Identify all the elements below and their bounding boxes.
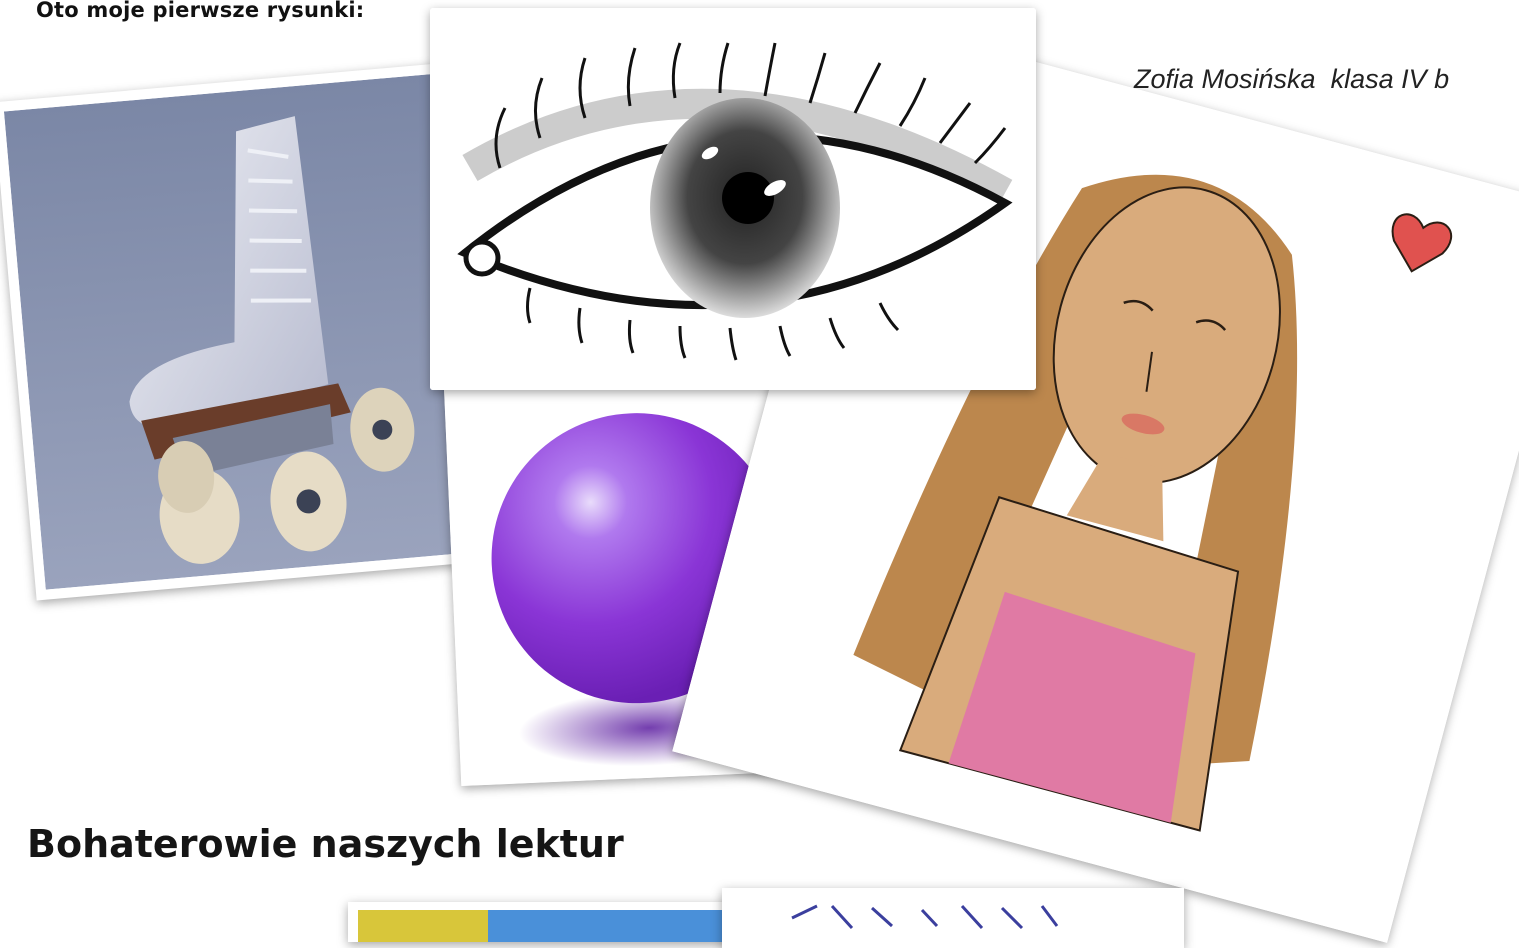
- book-cover-right[interactable]: [722, 888, 1184, 948]
- eye-drawing-photo[interactable]: [430, 8, 1036, 390]
- section-title: Bohaterowie naszych lektur: [27, 822, 624, 866]
- book-cover-right-art: [722, 888, 1184, 948]
- book-cover-left[interactable]: [348, 902, 728, 942]
- roller-skate-photo[interactable]: [0, 62, 504, 601]
- author-caption: Zofia Mosińska klasa IV b: [1134, 64, 1450, 94]
- intro-text: Oto moje pierwsze rysunki:: [36, 0, 365, 22]
- roller-skate-illustration: [4, 72, 493, 589]
- eye-drawing-illustration: [430, 8, 1036, 390]
- book-cover-left-art: [348, 902, 728, 942]
